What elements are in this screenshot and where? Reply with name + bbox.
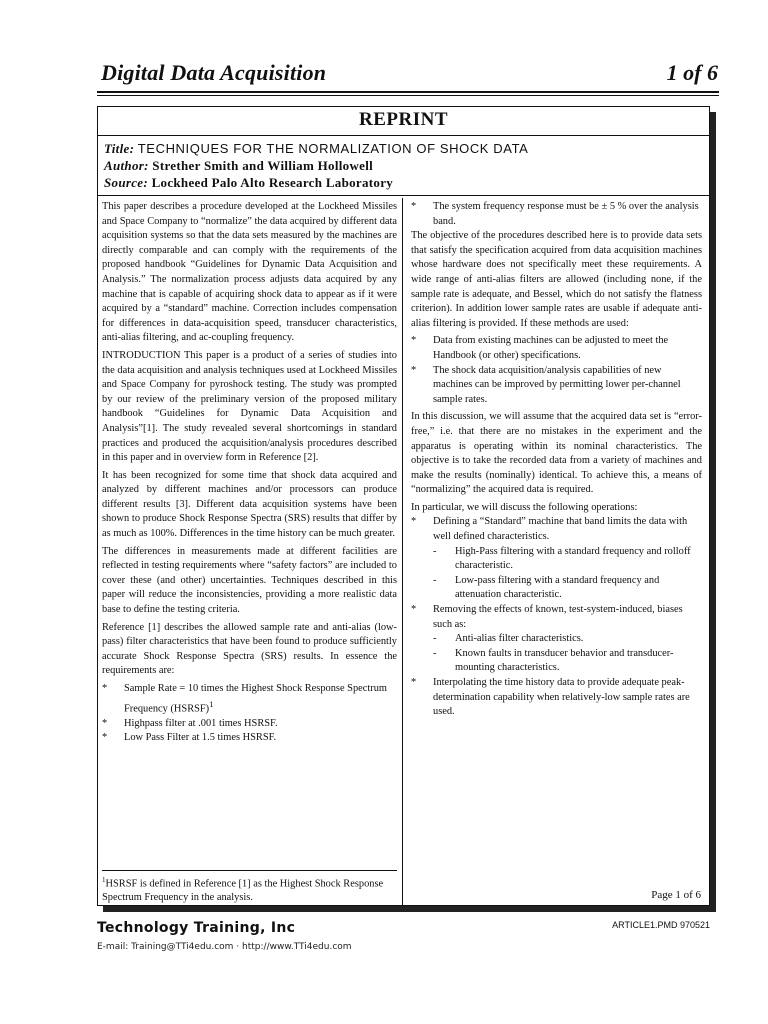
operation-item <box>411 515 702 544</box>
header-rule <box>97 91 719 93</box>
sub-item <box>433 647 702 676</box>
header-page-number: 1 of 6 <box>666 60 718 85</box>
left-column <box>102 200 397 746</box>
requirement-text: Low Pass Filter at 1.5 times HSRSF. <box>124 732 277 744</box>
column-divider <box>402 198 403 905</box>
list-item <box>411 364 702 408</box>
page-indicator: Page 1 of 6 <box>651 889 701 901</box>
dash-marker: - <box>433 633 437 645</box>
bullet-marker: * <box>102 717 108 729</box>
header-rule-thin <box>97 95 719 96</box>
list-item-text: Data from existing machines can be adjusted to meet the Handbook (or other) specifications. <box>433 335 669 361</box>
meta-title-row <box>104 140 528 157</box>
list-item <box>411 334 702 363</box>
reprint-heading: REPRINT <box>358 109 448 130</box>
sub-item-text: High-Pass filtering with a standard frequency and rolloff characteristic. <box>455 545 691 572</box>
requirement-text: Highpass filter at .001 times HSRSF. <box>124 717 278 729</box>
footnote-text: HSRSF is defined in Reference [1] as the Highest Shock Response Spectrum Frequency in the analysis. <box>102 878 384 904</box>
sub-item-text: Low-pass filtering with a standard frequency and attenuation characteristic. <box>455 574 660 601</box>
header-title: Digital Data Acquisition <box>101 60 327 85</box>
bullet-marker: * <box>411 677 417 688</box>
body-paragraph: It has been recognized for some time that shock data acquired and analyzed by different machines and/or processors can produce different results [3]. Different data acquisition systems have been shown to produce Shock Response Spectra (SRS) results that differ by as much as 100%. Differences in the time history can be much greater. <box>102 469 397 540</box>
sub-item <box>433 574 702 603</box>
company-name: Technology Training, Inc <box>97 920 296 936</box>
list-item-text: The shock data acquisition/analysis capabilities of new machines can be improved by permitting lower per-channel sample rates. <box>433 364 681 405</box>
bullet-marker: * <box>102 732 108 744</box>
sub-item <box>433 632 702 647</box>
right-column <box>411 200 702 720</box>
requirement-text <box>124 682 397 717</box>
operation-text: Removing the effects of known, test-system-induced, biases such as: <box>433 604 683 630</box>
contact-line: E-mail: Training@TTi4edu.com · http://www.TTi4edu.com <box>97 942 352 952</box>
dash-marker: - <box>433 545 437 557</box>
article-meta <box>104 140 528 191</box>
footnote-ref: 1 <box>209 698 214 709</box>
bullet-marker: * <box>411 516 417 528</box>
meta-source-value: Lockheed Palo Alto Research Laboratory <box>151 175 394 190</box>
body-paragraph: The differences in measurements made at different facilities are reflected in testing requirements where “safety factors” are included to cover these (and other) uncertainties. Techniques described in this paper will reduce the inconsistencies, providing a more realistic data base to define the testing criteria. <box>102 545 397 616</box>
bullet-marker: * <box>411 364 417 376</box>
requirement-text-body: Sample Rate = 10 times the Highest Shock Response Spectrum Frequency (HSRSF) <box>124 683 387 715</box>
operation-item <box>411 676 702 720</box>
meta-rule <box>98 195 709 196</box>
requirement-item <box>102 717 397 732</box>
dash-marker: - <box>433 647 437 659</box>
bullet-marker: * <box>411 335 417 347</box>
body-paragraph: In particular, we will discuss the following operations: <box>411 501 638 513</box>
reprint-rule <box>98 135 709 136</box>
requirement-item <box>102 682 397 717</box>
footnote-marker: 1 <box>102 876 106 884</box>
sub-item-text: Anti-alias filter characteristics. <box>455 633 584 645</box>
abstract-paragraph: This paper describes a procedure developed at the Lockheed Missiles and Space Company to “normalize” the data acquired by different data acquisition systems so that the data sets measured by the machines are directly comparable and can comply with the requirements of the proposed handbook “Guidelines for Dynamic Data Acquisition and Analysis.” The normalization process adjusts data acquired by any machine that is capable of acquiring shock data to appear as if it were acquired by a “standard” machine. Correction includes compensation for differences in data-acquisition speed, transducer characteristics, anti-alias filtering, and ac-coupling frequency. <box>102 201 397 344</box>
meta-author-value: Strether Smith and William Hollowell <box>152 158 374 173</box>
meta-title-value: TECHNIQUES FOR THE NORMALIZATION OF SHOCK DATA <box>137 141 529 156</box>
meta-source-key: Source: <box>104 175 148 190</box>
reprint-frame <box>97 106 710 906</box>
body-paragraph: Reference [1] describes the allowed sample rate and anti-alias (low-pass) filter characteristics that have been found to produce sufficiently accurate Shock Response Spectra (SRS) results. In essence the requirements are: <box>102 621 397 677</box>
body-paragraph: In this discussion, we will assume that the acquired data set is “error-free,” i.e. that there are no mistakes in the experiment and the apparatus is operating within its nominal characteristics. The objective is to take the recorded data from a variety of machines and make the results (nominally) identical. To achieve this, a means of “normalizing” the acquired data is required. <box>411 411 702 496</box>
footnote-rule <box>102 870 397 871</box>
operation-text: Interpolating the time history data to provide adequate peak-determination capability when relatively-low sample rates are used. <box>433 677 690 718</box>
bullet-marker: * <box>411 201 417 212</box>
sub-item <box>433 545 702 574</box>
article-id: ARTICLE1.PMD 970521 <box>612 920 710 930</box>
meta-source-row <box>104 174 528 191</box>
bullet-marker: * <box>102 683 108 694</box>
footnote <box>102 873 397 905</box>
operation-item <box>411 603 702 632</box>
bullet-marker: * <box>411 604 417 616</box>
dash-marker: - <box>433 574 437 586</box>
operation-text: Defining a “Standard” machine that band limits the data with well defined characteristics. <box>433 516 688 543</box>
meta-title-key: Title: <box>104 141 135 156</box>
body-paragraph: The objective of the procedures described here is to provide data sets that satisfy the specification acquired from data acquisition machines whose hardware does not specifically meet these requirements. A wide range of anti-alias filters are allowed (including none, if the sample rate is adequate, and Bessel, which do not satisfy the flatness criterion). In addition lower sample rates are usable if adequate anti-alias filtering is provided. If these methods are used: <box>411 230 702 329</box>
sub-item-text: Known faults in transducer behavior and transducer-mounting characteristics. <box>455 647 674 674</box>
requirement-item <box>411 200 702 229</box>
introduction-paragraph: INTRODUCTION This paper is a product of a series of studies into the data acquisition and analysis techniques used at Lockheed Missiles and Space Company for pyroshock testing. The study was prompted by our review of the preliminary version of the proposed military handbook “Guidelines for Dynamic Data Acquisition and Analysis”[1]. The study revealed several shortcomings in standard practices and produced the acquisition/analysis procedures described in this paper and in overview form in Reference [2]. <box>102 349 397 464</box>
requirement-item <box>102 731 397 746</box>
meta-author-key: Author: <box>104 158 149 173</box>
meta-author-row <box>104 157 528 174</box>
requirement-text: The system frequency response must be ± 5 % over the analysis band. <box>433 201 699 227</box>
